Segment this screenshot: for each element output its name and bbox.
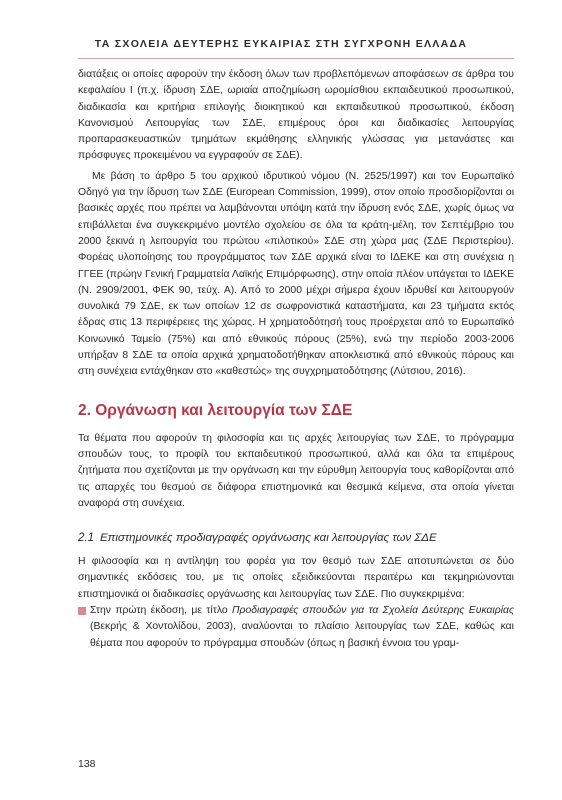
subsection-title: Επιστημονικές προδιαγραφές οργάνωσης και λειτουργίας των ΣΔΕ bbox=[100, 532, 437, 545]
running-header: ΤΑ ΣΧΟΛΕΙΑ ΔΕΥΤΕΡΗΣ ΕΥΚΑΙΡΙΑΣ ΣΤΗ ΣΥΓΧΡΟΝΗ ΕΛΛΑΔΑ bbox=[94, 38, 468, 50]
page-number: 138 bbox=[78, 758, 96, 770]
page-body bbox=[78, 67, 514, 652]
bullet-lead-text: Στην πρώτη έκδοση, με τίτλο bbox=[90, 605, 232, 617]
section-heading: 2. Οργάνωση και λειτουργία των ΣΔΕ bbox=[78, 401, 353, 419]
bullet-rest-text: (Βεκρής & Χοντολίδου, 2003), αναλύονται το πλαίσιο λειτουργίας των ΣΔΕ, καθώς και θέματα που αφορούν το πρόγραμμα σπουδών (όπως η βασική έννοια του γραμ- bbox=[90, 621, 514, 649]
paragraph-continuation: διατάξεις οι οποίες αφορούν την έκδοση όλων των προβλεπόμενων αποφάσεων σε άρθρα του κεφαλαίου Ι (π.χ. ίδρυση ΣΔΕ, ωριαία αποζημίωση ωρομίσθιου εκπαιδευτικού προσωπικού, διαδικασία και κριτήρια επιλογής διοικητικού και εκπαιδευτικού προσωπικού, έκδοση Κανονισμού Λειτουργίας των ΣΔΕ, επιμέρους όροι και διαδικασίες λειτουργίας προπαρασκευαστικών τμημάτων εκμάθησης ελληνικής γλώσσας για μετανάστες και πρόσφυγες προκειμένου να εγγραφούν σε ΣΔΕ). bbox=[78, 69, 514, 162]
paragraph-subsection-intro: Η φιλοσοφία και η αντίληψη του φορέα για τον θεσμό των ΣΔΕ αποτυπώνεται σε δύο σημαντικές εκδόσεις του, με τις οποίες εξειδικεύονται περαιτέρω και τεκμηριώνονται επιστημονικά οι διαδικασίες οργάνωσης και λειτουργίας των ΣΔΕ. Πιο συγκεκριμένα: bbox=[78, 556, 514, 600]
header-rule bbox=[78, 58, 514, 59]
bullet-square-icon bbox=[78, 607, 86, 615]
list-item bbox=[78, 603, 514, 652]
publication-title: Προδιαγραφές σπουδών για τα Σχολεία Δεύτερης Ευκαιρίας bbox=[232, 605, 514, 617]
subsection-heading bbox=[78, 530, 514, 546]
paragraph-section-intro: Τα θέματα που αφορούν τη φιλοσοφία και τις αρχές λειτουργίας των ΣΔΕ, το πρόγραμμα σπουδών τους, το προφίλ του εκπαιδευτικού προσωπικού, αλλά και όλα τα επιμέρους ζητήματα που σχετίζονται με την οργάνωση και την εύρυθμη λειτουργία τους καθορίζονται από τις απαρχές του θεσμού σε διάφορα επιστημονικά και θεσμικά κείμενα, στα οποία γίνεται αναφορά στη συνέχεια. bbox=[78, 432, 514, 509]
paragraph-founding-history: Με βάση το άρθρο 5 του αρχικού ιδρυτικού νόμου (Ν. 2525/1997) και τον Ευρωπαϊκό Οδηγό για την ίδρυση των ΣΔΕ (European Commission, 1999), στον οποίο προσδιορίζονται οι βασικές αρχές που πρέπει να λαμβάνονται υπόψη κατά την ίδρυση ενός ΣΔΕ, χωρίς όμως να επιβάλλεται ένα συγκεκριμένο μοντέλο σχολείου σε όλα τα κράτη-μέλη, τον Σεπτέμβριο του 2000 ξεκινά η λειτουργία του πρώτου «πιλοτικού» ΣΔΕ στη χώρα μας (ΣΔΕ Περιστερίου). Φορέας υλοποίησης του προγράμματος των ΣΔΕ αρχικά είναι το ΙΔΕΚΕ και στη συνέχεια η ΓΓΕΕ (πρώην Γενική Γραμματεία Λαϊκής Επιμόρφωσης), στην οποία πλέον υπάγεται το ΙΔΕΚΕ (Ν. 2909/2001, ΦΕΚ 90, τεύχ. Α). Από το 2000 μέχρι σήμερα έχουν ιδρυθεί και λειτουργούν συνολικά 79 ΣΔΕ, εκ των οποίων 12 σε σωφρονιστικά καταστήματα, και 23 τμήματα εκτός έδρας στις 13 περιφέρειες της χώρας. Η χρηματοδότησή τους προέρχεται από το Ευρωπαϊκό Κοινωνικό Ταμείο (75%) και από εθνικούς πόρους (25%), ενώ την περίοδο 2003-2006 υπήρξαν 8 ΣΔΕ τα οποία αρχικά χρηματοδοτήθηκαν αποκλειστικά από εθνικούς πόρους και στη συνέχεια εντάχθηκαν στο «καθεστώς» της συγχρηματοδότησης (Λύτσιου, 2016). bbox=[78, 170, 514, 378]
subsection-number: 2.1 bbox=[78, 532, 94, 545]
